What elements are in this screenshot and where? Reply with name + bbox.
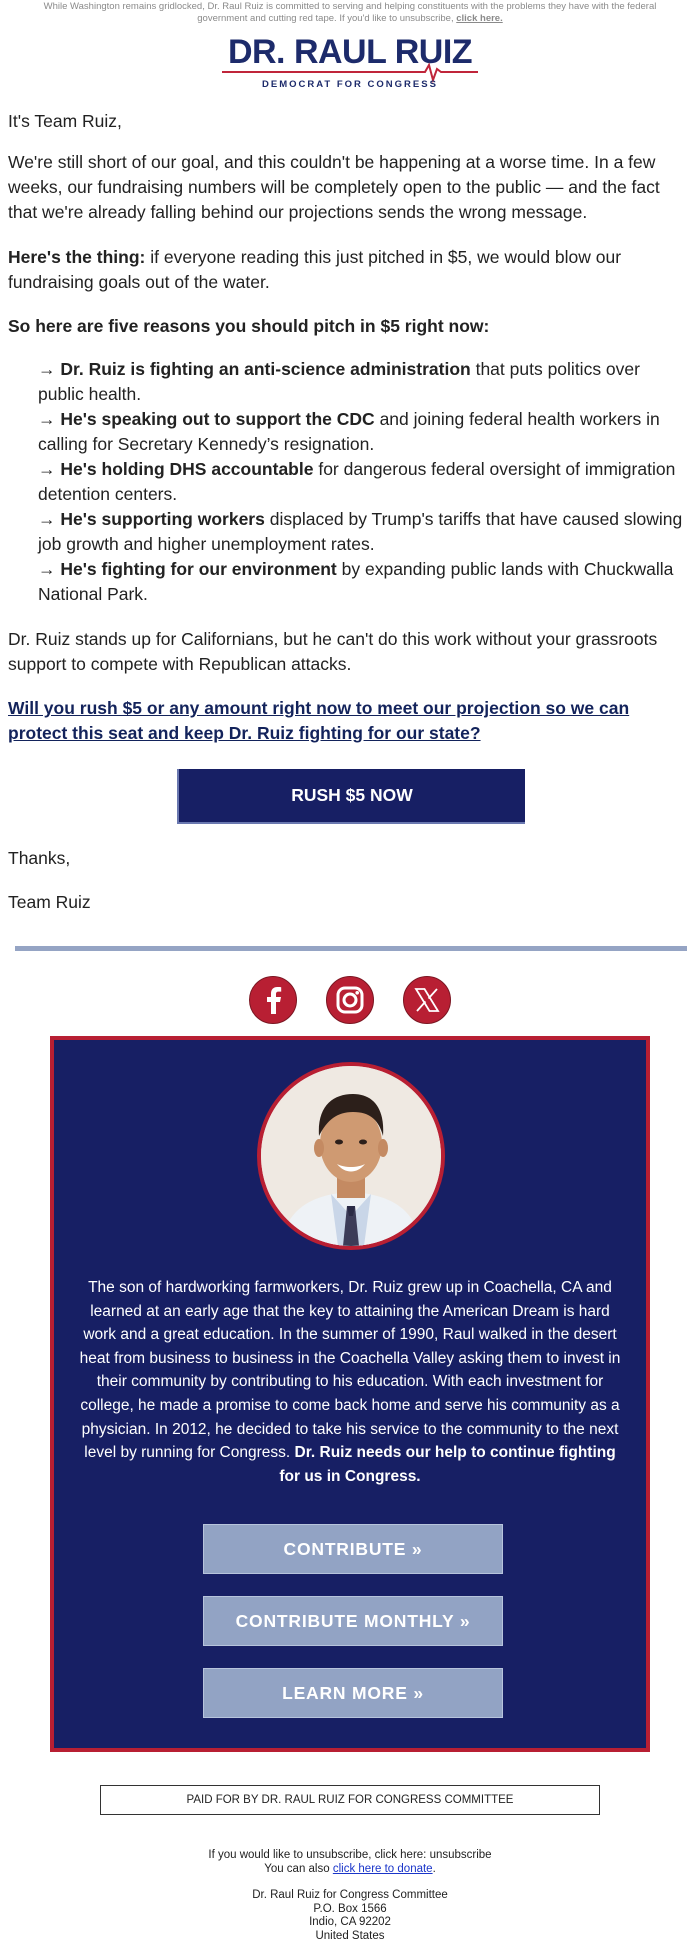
unsubscribe-text[interactable]: If you would like to unsubscribe, click here: unsubscribe (208, 1849, 492, 1861)
list-item-bold: He's fighting for our environment (60, 559, 337, 579)
list-item-text: by expanding public lands with Chuckwalla National Park. (38, 559, 674, 604)
list-item-bold: He's holding DHS accountable (60, 459, 314, 479)
bio-text (72, 1276, 628, 1488)
list-item-text: that puts politics over public health. (38, 359, 640, 404)
x-link[interactable] (403, 976, 451, 1024)
logo-tagline: DEMOCRAT FOR CONGRESS (262, 79, 438, 90)
paragraph-thing-bold: Here's the thing: (8, 247, 146, 267)
arrow-icon: → (38, 359, 56, 379)
list-item-bold: He's supporting workers (60, 509, 265, 529)
paid-for-disclaimer: PAID FOR BY DR. RAUL RUIZ FOR CONGRESS COMMITTEE (100, 1785, 600, 1815)
address-line: Dr. Raul Ruiz for Congress Committee (252, 1889, 448, 1901)
contribute-monthly-button[interactable]: CONTRIBUTE MONTHLY » (203, 1596, 503, 1646)
preheader (0, 0, 700, 25)
list-item-text: displaced by Trump's tariffs that have caused slowing job growth and higher unemployment rates. (38, 509, 683, 554)
instagram-icon (335, 985, 365, 1015)
bio-bold-line: Dr. Ruiz needs our help to continue fighting for us in Congress. (279, 1444, 616, 1485)
footer-links (0, 1849, 700, 1876)
address-line: Indio, CA 92202 (309, 1916, 391, 1929)
logo-name: DR. RAUL RUIZ (227, 33, 473, 71)
facebook-icon (262, 986, 284, 1014)
list-item (38, 457, 688, 507)
greeting: It's Team Ruiz, (8, 111, 122, 131)
paragraph-intro: We're still short of our goal, and this couldn't be happening at a worse time. In a few weeks, our fundraising numbers will be completely open to the public — and the fact that we're already falling behind our projections sends the wrong message. (8, 152, 660, 222)
cta-paragraph (8, 696, 688, 746)
social-links (0, 976, 700, 1024)
arrow-icon: → (38, 409, 56, 429)
list-item-text: for dangerous federal oversight of immigration detention centers. (38, 459, 676, 504)
bio-paragraph: The son of hardworking farmworkers, Dr. Ruiz grew up in Coachella, CA and learned at an early age that the key to attaining the American Dream is hard work and a great education. In the summer of 1990, Raul walked in the desert heat from business to business in the Coachella Valley asking them to invest in their community by contributing to his education. With each investment for college, he made a promise to come back home and serve his community as a physician. In 2012, he decided to take his service to the community to the next level by running for Congress. (79, 1279, 621, 1462)
mailing-address (0, 1889, 700, 1943)
arrow-icon: → (38, 459, 56, 479)
thanks-text: Thanks, (8, 848, 71, 868)
rush-5-now-button[interactable]: RUSH $5 NOW (177, 769, 525, 824)
facebook-link[interactable] (249, 976, 297, 1024)
instagram-link[interactable] (326, 976, 374, 1024)
donate-suffix: . (432, 1862, 436, 1875)
list-item-bold: Dr. Ruiz is fighting an anti-science administration (60, 359, 471, 379)
learn-more-button[interactable]: LEARN MORE » (203, 1668, 503, 1718)
list-item (38, 407, 688, 457)
divider (15, 946, 687, 951)
cta-link[interactable]: Will you rush $5 or any amount right now to meet our projection so we can protect this seat and keep Dr. Ruiz fighting for our state? (8, 698, 630, 743)
list-item-text: and joining federal health workers in calling for Secretary Kennedy’s resignation. (38, 409, 660, 454)
reasons-heading: So here are five reasons you should pitch in $5 right now: (8, 316, 490, 336)
contribute-button[interactable]: CONTRIBUTE » (203, 1524, 503, 1574)
list-item (38, 507, 688, 557)
campaign-logo (0, 29, 700, 91)
paragraph-thing (8, 245, 688, 295)
preheader-text: While Washington remains gridlocked, Dr. Raul Ruiz is committed to serving and helping constituents with the problems they have with the federal government and cutting red tape. If you'd like to unsubscribe, (43, 1, 657, 24)
list-item (38, 557, 688, 607)
unsubscribe-link[interactable]: click here. (456, 13, 503, 24)
bio-section (50, 1036, 650, 1752)
donate-line (0, 1863, 700, 1877)
x-icon (414, 987, 440, 1013)
arrow-icon: → (38, 559, 56, 579)
donate-prefix: You can also (264, 1862, 333, 1875)
list-item-bold: He's speaking out to support the CDC (60, 409, 375, 429)
paragraph-support: Dr. Ruiz stands up for Californians, but he can't do this work without your grassroots support to compete with Republican attacks. (8, 629, 658, 674)
arrow-icon: → (38, 509, 56, 529)
donate-link[interactable]: click here to donate (332, 1862, 433, 1875)
reasons-list (38, 357, 688, 607)
address-line: United States (315, 1929, 385, 1942)
list-item (38, 357, 688, 407)
candidate-photo (257, 1062, 445, 1250)
paragraph-thing-rest: if everyone reading this just pitched in $5, we would blow our fundraising goals out of the water. (8, 247, 622, 292)
signature: Team Ruiz (8, 892, 91, 912)
address-line: P.O. Box 1566 (313, 1902, 387, 1915)
